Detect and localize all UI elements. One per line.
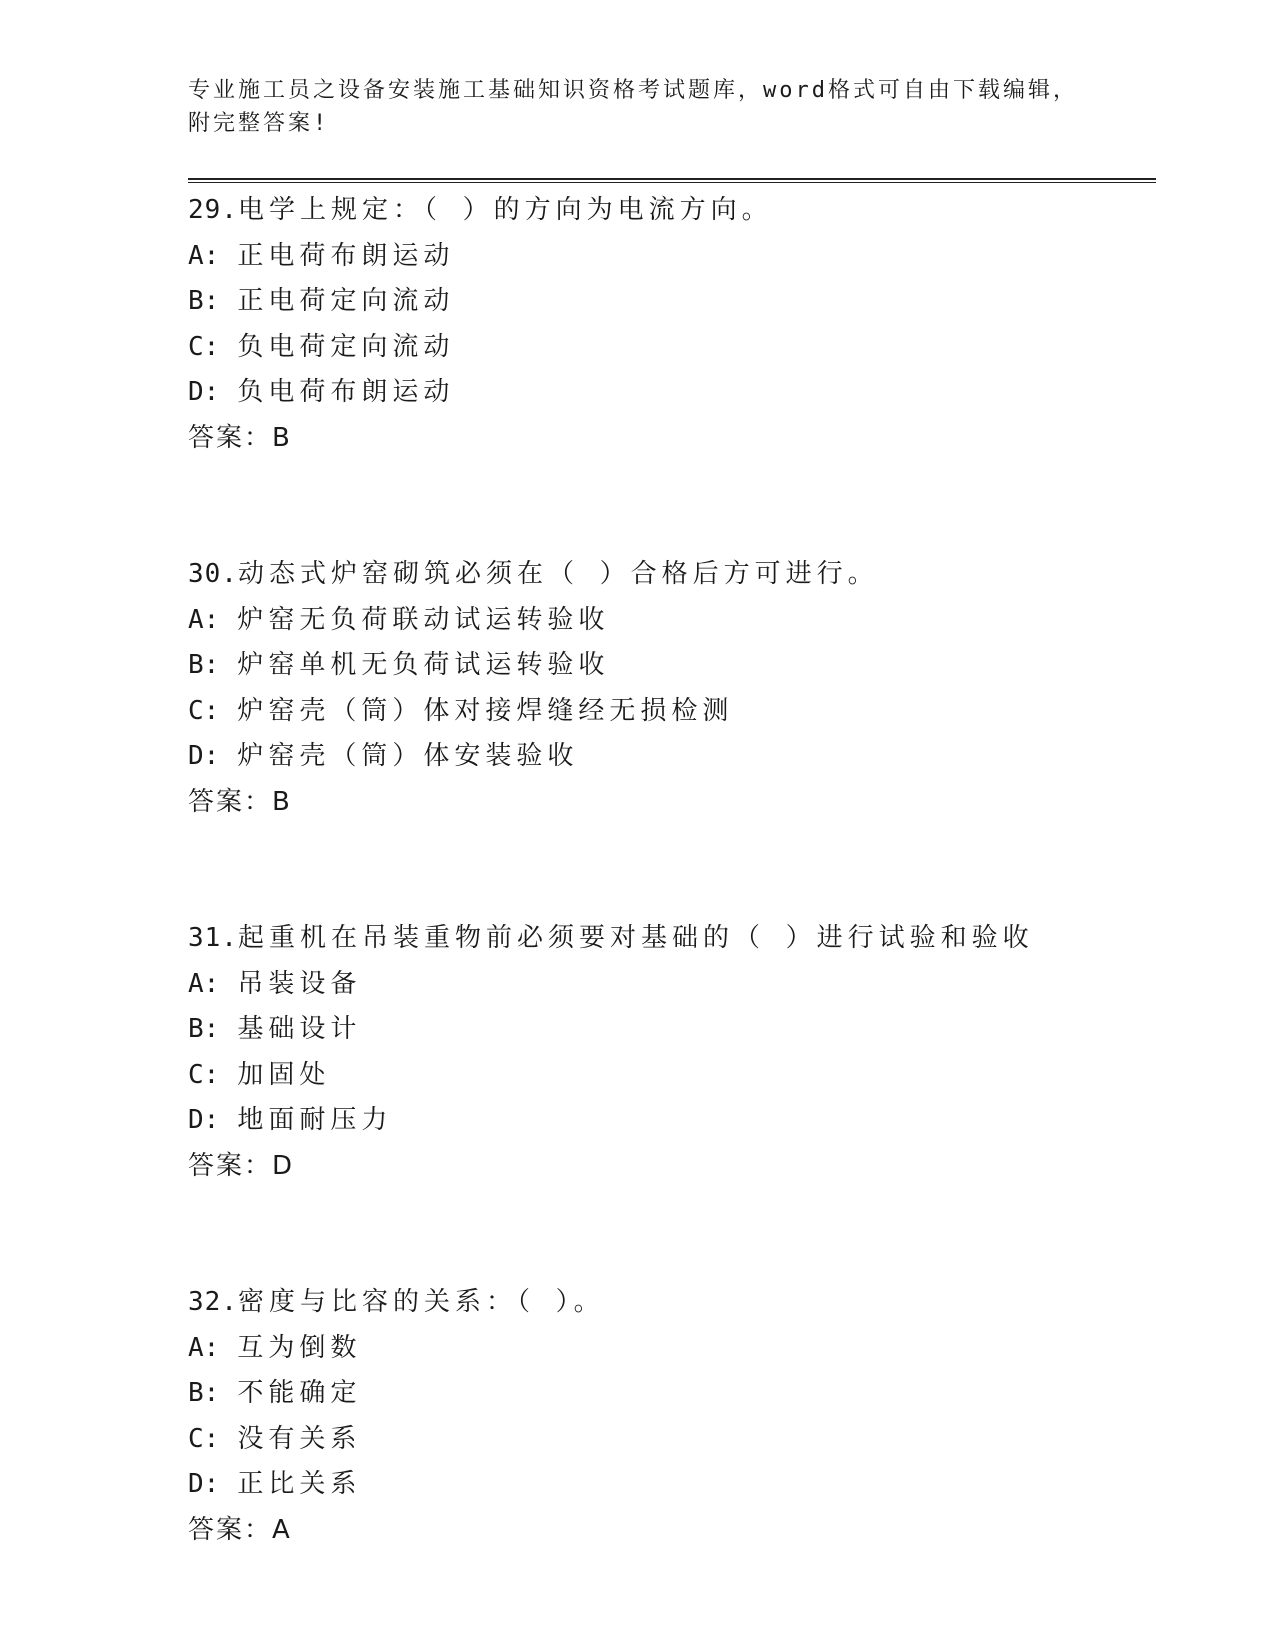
option-text: 基础设计 — [237, 1014, 362, 1044]
question-32 — [188, 1280, 1168, 1553]
option-d — [188, 1462, 1168, 1508]
option-text: 炉窑壳（筒）体安装验收 — [237, 741, 579, 771]
option-b — [188, 1371, 1168, 1417]
option-letter: A: — [188, 240, 220, 271]
option-a — [188, 598, 1168, 644]
question-31 — [188, 916, 1168, 1189]
option-text: 负电荷布朗运动 — [237, 377, 455, 407]
answer-line: 答案：B — [188, 786, 292, 817]
document-header — [188, 74, 1088, 140]
option-d — [188, 1098, 1168, 1144]
option-text: 吊装设备 — [237, 968, 362, 999]
question-stem — [188, 552, 1168, 598]
option-letter: A: — [188, 968, 220, 999]
option-letter: B: — [188, 1378, 220, 1408]
option-c — [188, 325, 1168, 371]
option-letter: C: — [188, 1059, 220, 1090]
question-text: 密度与比容的关系：（ ）。 — [237, 1287, 605, 1317]
option-text: 炉窑壳（筒）体对接焊缝经无损检测 — [237, 695, 734, 726]
option-text: 地面耐压力 — [237, 1105, 393, 1135]
option-a — [188, 1326, 1168, 1372]
question-text: 动态式炉窑砌筑必须在（ ）合格后方可进行。 — [237, 559, 879, 589]
option-letter: A: — [188, 604, 220, 635]
option-text: 负电荷定向流动 — [237, 331, 455, 362]
question-list — [188, 188, 1168, 1553]
option-c — [188, 1417, 1168, 1463]
question-number: 32. — [188, 1287, 238, 1317]
option-letter: C: — [188, 695, 220, 726]
option-c — [188, 1053, 1168, 1099]
answer-line: 答案：B — [188, 422, 292, 453]
option-letter: A: — [188, 1332, 220, 1363]
question-number: 30. — [188, 559, 238, 589]
question-stem — [188, 1280, 1168, 1326]
question-text: 起重机在吊装重物前必须要对基础的（ ）进行试验和验收 — [237, 923, 1034, 953]
option-text: 正电荷布朗运动 — [237, 240, 455, 271]
question-stem — [188, 916, 1168, 962]
option-letter: B: — [188, 286, 220, 316]
option-b — [188, 1007, 1168, 1053]
option-text: 炉窑单机无负荷试运转验收 — [237, 650, 610, 680]
option-b — [188, 643, 1168, 689]
option-letter: C: — [188, 331, 220, 362]
option-letter: D: — [188, 741, 220, 771]
answer-line: 答案：D — [188, 1150, 295, 1181]
option-letter: B: — [188, 650, 220, 680]
option-text: 互为倒数 — [237, 1332, 362, 1363]
option-text: 正比关系 — [237, 1469, 362, 1499]
header-divider — [188, 178, 1156, 183]
option-letter: C: — [188, 1423, 220, 1454]
option-a — [188, 962, 1168, 1008]
question-text: 电学上规定：（ ）的方向为电流方向。 — [237, 195, 773, 225]
option-b — [188, 279, 1168, 325]
option-a — [188, 234, 1168, 280]
option-letter: D: — [188, 1469, 220, 1499]
option-letter: D: — [188, 377, 220, 407]
answer-line: 答案：A — [188, 1514, 292, 1545]
question-stem — [188, 188, 1168, 234]
option-d — [188, 370, 1168, 416]
question-number: 29. — [188, 195, 238, 225]
option-text: 正电荷定向流动 — [237, 286, 455, 316]
question-29 — [188, 188, 1168, 461]
header-line-1: 专业施工员之设备安装施工基础知识资格考试题库，word格式可自由下载编辑， — [188, 78, 1078, 103]
question-number: 31. — [188, 923, 238, 953]
option-text: 没有关系 — [237, 1423, 362, 1454]
option-text: 加固处 — [237, 1059, 331, 1090]
option-text: 炉窑无负荷联动试运转验收 — [237, 604, 610, 635]
option-text: 不能确定 — [237, 1378, 362, 1408]
header-line-2: 附完整答案! — [188, 111, 330, 136]
option-letter: B: — [188, 1014, 220, 1044]
question-30 — [188, 552, 1168, 825]
option-c — [188, 689, 1168, 735]
option-d — [188, 734, 1168, 780]
option-letter: D: — [188, 1105, 220, 1135]
